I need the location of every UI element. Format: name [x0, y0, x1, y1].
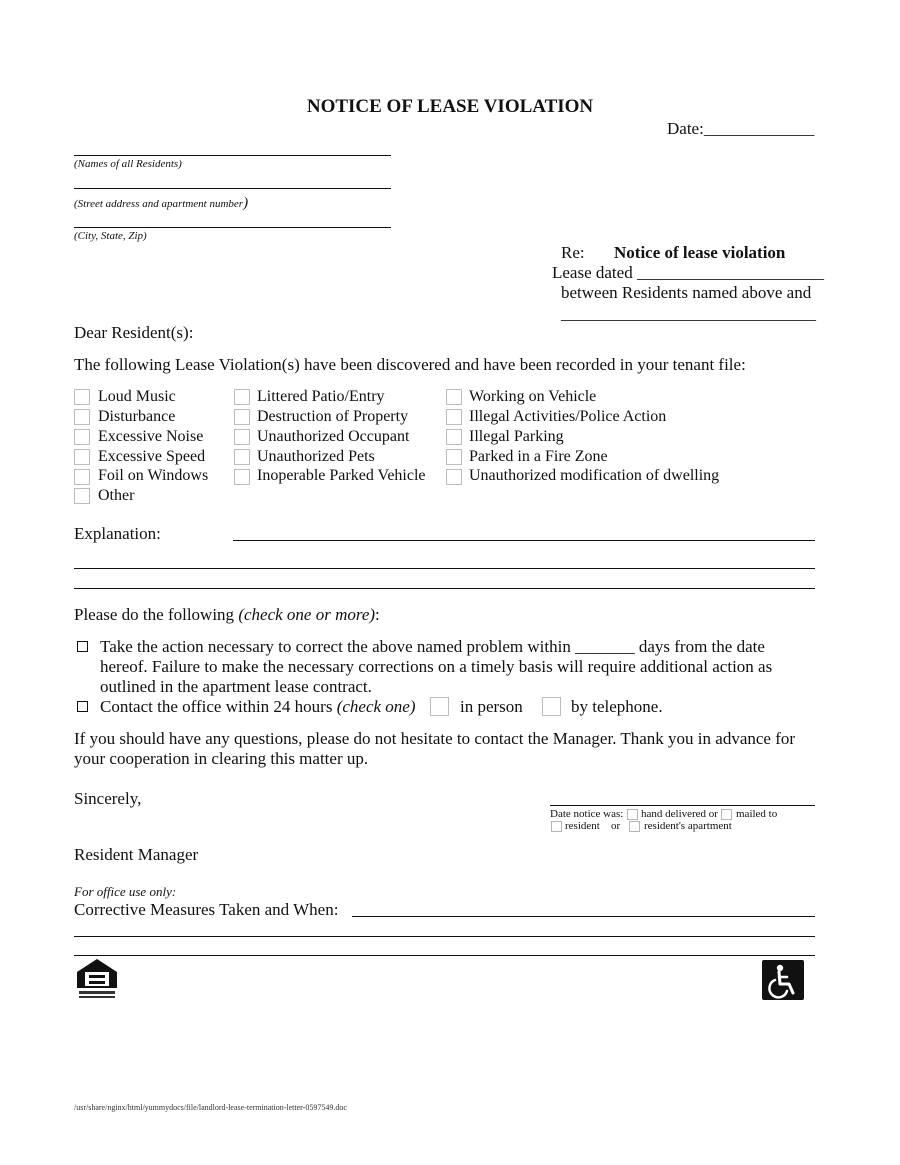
checkbox-littered-patio[interactable] [234, 389, 250, 405]
residents-apartment-label: resident's apartment [644, 820, 732, 832]
checkbox-take-action[interactable] [77, 641, 88, 652]
office-use-label: For office use only: [74, 884, 177, 899]
label-disturbance: Disturbance [98, 408, 176, 425]
checkbox-loud-music[interactable] [74, 389, 90, 405]
signer-title: Resident Manager [74, 845, 199, 864]
label-illegal-activities: Illegal Activities/Police Action [469, 408, 667, 425]
lease-dated: Lease dated ______________________ [552, 263, 824, 282]
resident-label: resident [565, 820, 600, 832]
city-caption: (City, State, Zip) [74, 230, 147, 242]
label-destruction-of-property: Destruction of Property [257, 408, 409, 425]
action1-line1: Take the action necessary to correct the above named problem within _______ days from the date [100, 637, 765, 656]
notice-prefix: Date notice was: [550, 808, 624, 820]
checkbox-inoperable-vehicle[interactable] [234, 469, 250, 485]
wheelchair-icon [762, 960, 804, 1000]
street-caption [74, 195, 248, 212]
signature-line[interactable] [550, 805, 815, 806]
label-excessive-speed: Excessive Speed [98, 448, 206, 465]
label-inoperable-vehicle: Inoperable Parked Vehicle [257, 467, 426, 484]
checkbox-in-person[interactable] [430, 697, 449, 716]
street-caption-paren: ) [243, 195, 249, 211]
please-do-lead: Please do the following [74, 605, 239, 624]
wheelchair-glyph [762, 960, 804, 1000]
label-fire-zone: Parked in a Fire Zone [469, 448, 608, 465]
label-excessive-noise: Excessive Noise [98, 428, 204, 445]
corrective-line-2[interactable] [74, 936, 815, 937]
label-unauthorized-pets: Unauthorized Pets [257, 448, 375, 465]
date-blank: _____________ [703, 119, 815, 138]
explanation-line-2[interactable] [74, 568, 815, 569]
checkbox-unauthorized-occupant[interactable] [234, 429, 250, 445]
questions-line1: If you should have any questions, please do not hesitate to contact the Manager. Thank you in advance for [74, 729, 796, 748]
between-line: between Residents named above and [561, 283, 812, 302]
label-illegal-parking: Illegal Parking [469, 428, 564, 445]
checkbox-fire-zone[interactable] [446, 449, 462, 465]
page-title: NOTICE OF LEASE VIOLATION [306, 96, 594, 117]
label-other: Other [98, 487, 135, 504]
checkbox-illegal-activities[interactable] [446, 409, 462, 425]
in-person-label: in person [460, 697, 523, 716]
checkbox-other[interactable] [74, 488, 90, 504]
corrective-line-3[interactable] [74, 955, 815, 956]
action1-line2: hereof. Failure to make the necessary corrections on a timely basis will require additional action as [100, 657, 773, 676]
or-label: or [611, 820, 621, 832]
checkbox-illegal-parking[interactable] [446, 429, 462, 445]
re-label: Re: [561, 243, 585, 262]
explanation-line-1[interactable] [233, 540, 815, 541]
street-line [74, 188, 391, 189]
equal-housing-icon [74, 958, 120, 1000]
action2-lead: Contact the office within 24 hours [100, 697, 337, 716]
landlord-blank: ______________________________ [561, 304, 816, 323]
checkbox-contact-office[interactable] [77, 701, 88, 712]
checkbox-by-telephone[interactable] [542, 697, 561, 716]
label-foil-on-windows: Foil on Windows [98, 467, 209, 484]
please-do-colon: : [375, 605, 380, 624]
action1-line3: outlined in the apartment lease contract. [100, 677, 372, 696]
label-working-on-vehicle: Working on Vehicle [469, 388, 597, 405]
explanation-label: Explanation: [74, 524, 161, 543]
action2-text [100, 697, 416, 717]
sincerely: Sincerely, [74, 789, 142, 808]
checkbox-hand-delivered[interactable] [627, 809, 638, 820]
residents-caption: (Names of all Residents) [74, 158, 182, 170]
intro-text: The following Lease Violation(s) have been discovered and have been recorded in your tenant file: [74, 355, 746, 374]
re-subject: Notice of lease violation [614, 243, 786, 262]
footer-file-path: /usr/share/nginx/html/yummydocs/file/landlord-lease-termination-letter-0597549.doc [74, 1103, 347, 1112]
by-telephone-label: by telephone. [571, 697, 663, 716]
checkbox-resident[interactable] [551, 821, 562, 832]
checkbox-excessive-speed[interactable] [74, 449, 90, 465]
label-unauthorized-modification: Unauthorized modification of dwelling [469, 467, 720, 484]
checkbox-destruction-of-property[interactable] [234, 409, 250, 425]
action2-italic: (check one) [336, 697, 416, 716]
checkbox-unauthorized-pets[interactable] [234, 449, 250, 465]
questions-line2: your cooperation in clearing this matter up. [74, 749, 369, 768]
label-littered-patio: Littered Patio/Entry [257, 388, 385, 405]
city-line [74, 227, 391, 228]
label-unauthorized-occupant: Unauthorized Occupant [257, 428, 410, 445]
salutation: Dear Resident(s): [74, 323, 194, 342]
date-field [667, 119, 814, 139]
checkbox-excessive-noise[interactable] [74, 429, 90, 445]
corrective-line-1[interactable] [352, 916, 815, 917]
checkbox-mailed-to[interactable] [721, 809, 732, 820]
please-do-text [74, 605, 380, 625]
label-loud-music: Loud Music [98, 388, 176, 405]
mailed-to-label: mailed to [736, 808, 778, 820]
street-caption-text: (Street address and apartment number [74, 198, 244, 210]
checkbox-working-on-vehicle[interactable] [446, 389, 462, 405]
checkbox-residents-apartment[interactable] [629, 821, 640, 832]
residents-line [74, 155, 391, 156]
date-label: Date: [667, 119, 704, 138]
hand-delivered-label: hand delivered or [641, 808, 718, 820]
please-do-italic: (check one or more) [238, 605, 376, 624]
checkbox-unauthorized-modification[interactable] [446, 469, 462, 485]
corrective-label: Corrective Measures Taken and When: [74, 900, 339, 919]
checkbox-disturbance[interactable] [74, 409, 90, 425]
explanation-line-3[interactable] [74, 588, 815, 589]
checkbox-foil-on-windows[interactable] [74, 469, 90, 485]
